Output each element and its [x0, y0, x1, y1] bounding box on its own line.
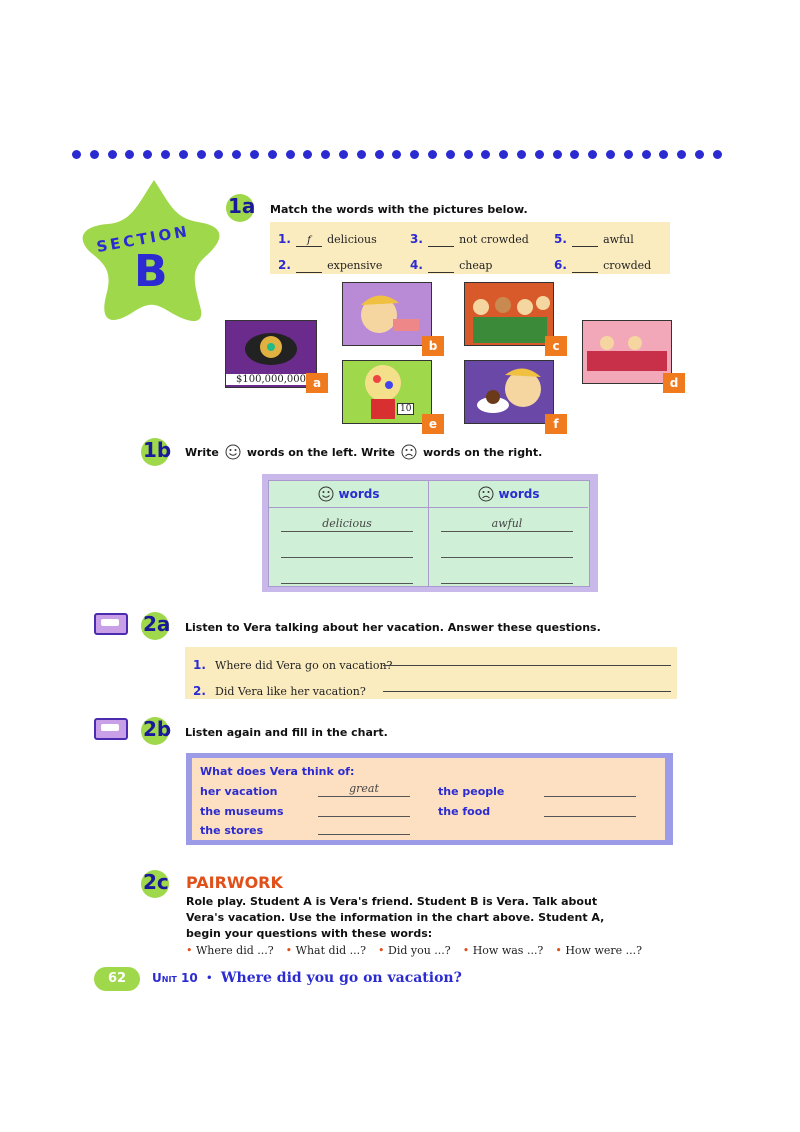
gumball-machine-icon	[343, 361, 431, 423]
picture-label: e	[422, 414, 444, 434]
question-number: 2.	[193, 684, 206, 698]
good-word-line[interactable]: delicious	[281, 517, 413, 532]
prompt-text: Where did ...?	[196, 944, 274, 957]
cassette-icon	[94, 718, 128, 740]
instruction-text: Write	[185, 445, 219, 459]
exercise-1a-number: 1a	[228, 194, 256, 218]
cassette-icon	[94, 613, 128, 635]
answer-blank[interactable]	[296, 261, 322, 273]
picture-label: b	[422, 336, 444, 356]
prompt-text: Did you ...?	[388, 944, 451, 957]
header-label: words	[338, 487, 380, 501]
picture-e	[342, 360, 432, 424]
exercise-2b-number: 2b	[143, 717, 172, 741]
picture-label: d	[663, 373, 685, 393]
picture-a	[225, 320, 317, 388]
item-word: crowded	[603, 259, 652, 272]
unit-label: Unit 10	[152, 971, 198, 985]
exercise-1a-instruction: Match the words with the pictures below.	[270, 203, 528, 216]
answer-blank[interactable]	[428, 235, 454, 247]
empty-train-icon	[583, 321, 671, 383]
prompt-item: • Did you ...?	[378, 944, 451, 957]
instruction-line: Vera's vacation. Use the information in the chart above. Student A,	[186, 911, 605, 924]
answer-blank[interactable]	[428, 261, 454, 273]
section-letter: B	[134, 246, 168, 297]
chart-answer-line[interactable]	[544, 802, 636, 817]
item-number: 1.	[278, 232, 291, 246]
item-word: not crowded	[459, 233, 529, 246]
person-eating-icon	[343, 283, 431, 345]
chart-row-label: the museums	[200, 805, 284, 818]
question-item	[193, 654, 392, 673]
bad-word-line[interactable]	[441, 569, 573, 584]
exercise-1b-number: 1b	[143, 438, 172, 462]
words-table-frame	[262, 474, 598, 592]
item-number: 2.	[278, 258, 291, 272]
exercise-2c-number: 2c	[143, 870, 169, 894]
picture-label: a	[306, 373, 328, 393]
answer-blank[interactable]	[572, 235, 598, 247]
pairwork-title: PAIRWORK	[186, 873, 283, 892]
instruction-line: Role play. Student A is Vera's friend. Student B is Vera. Talk about	[186, 895, 598, 908]
picture-b	[342, 282, 432, 346]
question-text: Did Vera like her vacation?	[215, 685, 366, 698]
chart-answer-line[interactable]	[318, 802, 410, 817]
item-number: 5.	[554, 232, 567, 246]
match-item[interactable]	[410, 228, 529, 247]
bad-word-line[interactable]	[441, 543, 573, 558]
prompt-item: • What did ...?	[285, 944, 367, 957]
answer-line[interactable]	[383, 691, 671, 692]
instruction-line: begin your questions with these words:	[186, 927, 433, 940]
picture-c	[464, 282, 554, 346]
footer-unit	[152, 970, 462, 986]
good-word-line[interactable]	[281, 569, 413, 584]
chart-row-label: the stores	[200, 824, 264, 837]
section-badge	[78, 174, 230, 324]
question-prompts	[186, 944, 642, 957]
question-number: 1.	[193, 658, 206, 672]
prompt-item: • How was ...?	[462, 944, 544, 957]
dessert-girl-icon	[465, 361, 553, 423]
crowded-bus-icon	[465, 283, 553, 345]
prompt-text: How was ...?	[472, 944, 544, 957]
prompt-text: How were ...?	[565, 944, 643, 957]
chart-answer-line[interactable]	[318, 820, 410, 835]
good-words-header	[269, 481, 429, 508]
picture-e-caption: 10	[397, 403, 414, 415]
smiley-icon	[225, 444, 241, 460]
column-divider	[428, 481, 429, 586]
answer-blank[interactable]: f	[296, 235, 322, 247]
page-number: 62	[94, 967, 140, 991]
match-item[interactable]	[278, 254, 382, 273]
exercise-1b-instruction	[185, 444, 542, 460]
words-table	[268, 480, 590, 587]
unit-title: Where did you go on vacation?	[220, 970, 462, 986]
prompt-item: • How were ...?	[555, 944, 643, 957]
item-word: delicious	[327, 233, 377, 246]
frowny-icon	[401, 444, 417, 460]
question-text: Where did Vera go on vacation?	[215, 659, 393, 672]
chart-title: What does Vera think of:	[200, 765, 355, 778]
question-item	[193, 680, 366, 699]
answer-blank[interactable]	[572, 261, 598, 273]
exercise-2a-number: 2a	[143, 612, 171, 636]
match-item[interactable]	[278, 228, 377, 247]
opinion-chart	[192, 758, 665, 840]
pairwork-instructions	[186, 894, 666, 942]
picture-label: c	[545, 336, 567, 356]
smiley-icon	[318, 486, 334, 502]
match-item[interactable]	[410, 254, 492, 273]
chart-answer-line[interactable]: great	[318, 782, 410, 797]
exercise-1a-word-box	[270, 222, 670, 274]
item-word: cheap	[459, 259, 493, 272]
chart-row-label: the people	[438, 785, 505, 798]
chart-row-label: the food	[438, 805, 491, 818]
bad-words-header	[429, 481, 588, 508]
frowny-icon	[478, 486, 494, 502]
instruction-text: words on the left. Write	[246, 445, 395, 459]
match-item[interactable]	[554, 254, 651, 273]
item-word: awful	[603, 233, 634, 246]
chart-answer-line[interactable]	[544, 782, 636, 797]
bad-word-line[interactable]: awful	[441, 517, 573, 532]
exercise-2a-question-box	[185, 647, 677, 699]
prompt-text: What did ...?	[295, 944, 367, 957]
picture-a-caption: $100,000,000	[226, 374, 316, 385]
item-word: expensive	[327, 259, 383, 272]
item-number: 3.	[410, 232, 423, 246]
good-word-line[interactable]	[281, 543, 413, 558]
exercise-2a-instruction: Listen to Vera talking about her vacation. Answer these questions.	[185, 621, 601, 634]
answer-line[interactable]	[383, 665, 671, 666]
item-number: 4.	[410, 258, 423, 272]
header-label: words	[498, 487, 540, 501]
exercise-2b-instruction: Listen again and fill in the chart.	[185, 726, 388, 739]
footer-bullet: •	[205, 971, 213, 985]
picture-f	[464, 360, 554, 424]
dotted-divider	[72, 150, 722, 162]
picture-d	[582, 320, 672, 384]
item-number: 6.	[554, 258, 567, 272]
picture-label: f	[545, 414, 567, 434]
chart-row-label: her vacation	[200, 785, 278, 798]
prompt-item: • Where did ...?	[186, 944, 274, 957]
opinion-chart-frame	[186, 753, 673, 845]
section-word: SECTION	[95, 221, 192, 257]
instruction-text: words on the right.	[423, 445, 543, 459]
match-item[interactable]	[554, 228, 634, 247]
